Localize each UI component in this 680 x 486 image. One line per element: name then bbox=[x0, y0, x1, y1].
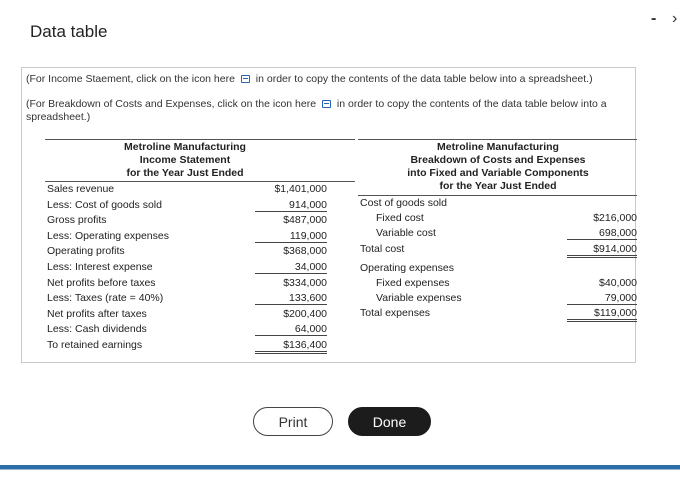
breakdown-note-prefix: (For Breakdown of Costs and Expenses, click on the icon here bbox=[26, 98, 317, 110]
breakdown-row-label: Total cost bbox=[360, 243, 405, 255]
income-copy-note bbox=[26, 73, 626, 86]
breakdown-header-rule bbox=[358, 195, 637, 196]
breakdown-row-label: Variable expenses bbox=[376, 292, 462, 304]
breakdown-row-label: Total expenses bbox=[360, 307, 431, 319]
income-row-label: Less: Cash dividends bbox=[47, 323, 147, 336]
breakdown-header bbox=[388, 141, 608, 193]
breakdown-row-value: 698,000 bbox=[567, 227, 637, 240]
income-top-rule bbox=[45, 139, 355, 140]
income-row-label: Less: Taxes (rate = 40%) bbox=[47, 292, 164, 305]
bottom-accent-line bbox=[0, 469, 680, 470]
income-row-label: Gross profits bbox=[47, 214, 107, 227]
breakdown-row-label: Cost of goods sold bbox=[360, 197, 447, 209]
income-row-label: Less: Interest expense bbox=[47, 261, 153, 273]
breakdown-row-value: $216,000 bbox=[593, 212, 637, 224]
income-row-value: 34,000 bbox=[255, 261, 327, 274]
income-row-label: Net profits after taxes bbox=[47, 307, 147, 320]
copy-spreadsheet-icon[interactable] bbox=[322, 100, 331, 108]
breakdown-row-value: $914,000 bbox=[567, 243, 637, 258]
income-row-label: Net profits before taxes bbox=[47, 276, 156, 289]
breakdown-top-rule bbox=[358, 139, 637, 140]
breakdown-row-label: Fixed expenses bbox=[376, 277, 450, 289]
income-header-rule bbox=[45, 181, 355, 182]
income-row-value: $368,000 bbox=[283, 245, 327, 258]
income-row-value: $487,000 bbox=[283, 214, 327, 227]
income-row-label: To retained earnings bbox=[47, 339, 143, 351]
income-row-label: Less: Operating expenses bbox=[47, 229, 169, 242]
income-header-period: for the Year Just Ended bbox=[126, 167, 244, 179]
income-row-label: Sales revenue bbox=[47, 183, 115, 195]
breakdown-header-title: Breakdown of Costs and Expenses bbox=[410, 154, 586, 166]
breakdown-header-company: Metroline Manufacturing bbox=[437, 141, 559, 153]
breakdown-header-subtitle: into Fixed and Variable Components bbox=[407, 167, 589, 179]
breakdown-row-value: 79,000 bbox=[567, 292, 637, 305]
print-button[interactable]: Print bbox=[253, 407, 333, 436]
income-row-value: $334,000 bbox=[283, 276, 327, 289]
income-row-value: $1,401,000 bbox=[274, 183, 327, 195]
income-row-value: 133,600 bbox=[255, 292, 327, 305]
copy-spreadsheet-icon[interactable] bbox=[241, 75, 250, 83]
close-icon[interactable]: › bbox=[672, 10, 678, 27]
income-row-label: Less: Cost of goods sold bbox=[47, 198, 162, 211]
breakdown-row-label: Operating expenses bbox=[360, 262, 454, 274]
breakdown-header-period: for the Year Just Ended bbox=[439, 180, 557, 192]
income-header-company: Metroline Manufacturing bbox=[124, 141, 246, 153]
breakdown-row-value: $40,000 bbox=[599, 277, 637, 289]
income-row-value: 914,000 bbox=[255, 199, 327, 212]
data-table-panel bbox=[21, 67, 636, 363]
breakdown-copy-note bbox=[26, 98, 632, 124]
income-note-suffix: in order to copy the contents of the data table below into a spreadsheet.) bbox=[255, 73, 593, 85]
breakdown-note-suffix: in order to copy the contents of the data table below into a spreadsheet.) bbox=[26, 98, 607, 123]
income-row-value: $136,400 bbox=[255, 339, 327, 354]
breakdown-row-value: $119,000 bbox=[567, 307, 637, 322]
income-header-title: Income Statement bbox=[139, 154, 231, 166]
done-button[interactable]: Done bbox=[348, 407, 431, 436]
income-row-label: Operating profits bbox=[47, 245, 125, 258]
minimize-icon[interactable]: - bbox=[651, 10, 657, 27]
income-row-value: 119,000 bbox=[255, 230, 327, 243]
income-note-prefix: (For Income Staement, click on the icon here bbox=[26, 73, 235, 85]
income-header bbox=[85, 141, 285, 180]
income-row-value: $200,400 bbox=[283, 307, 327, 320]
income-row-value: 64,000 bbox=[255, 323, 327, 336]
dialog-title: Data table bbox=[30, 22, 108, 41]
breakdown-row-label: Fixed cost bbox=[376, 212, 424, 224]
breakdown-row-label: Variable cost bbox=[376, 227, 436, 239]
